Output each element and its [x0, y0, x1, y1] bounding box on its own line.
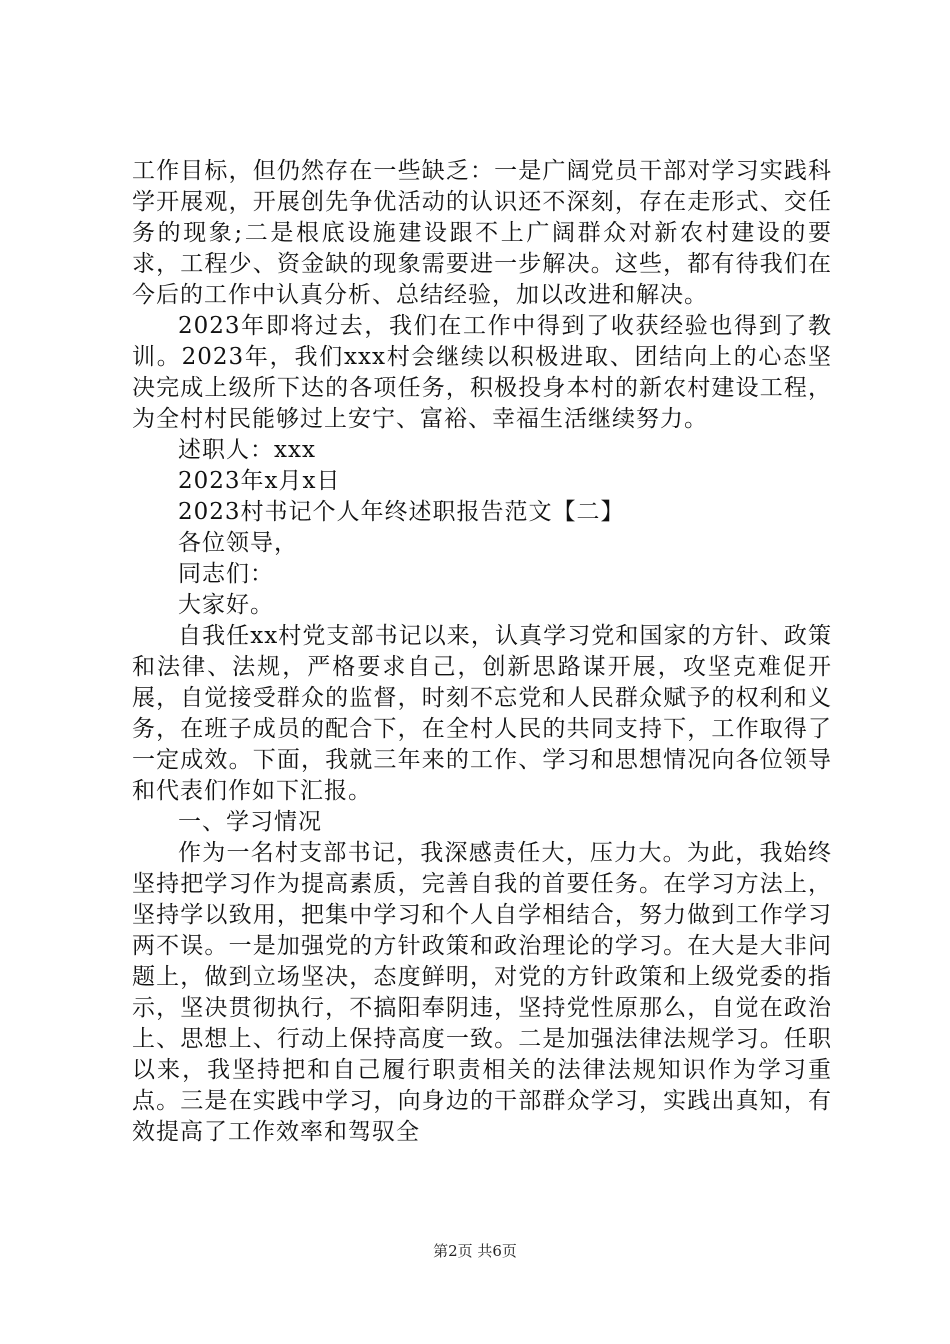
paragraph-continued-work-goals: 工作目标，但仍然存在一些缺乏：一是广阔党员干部对学习实践科学开展观，开展创先争优活动的认识还不深刻，存在走形式、交任务的现象;二是根底设施建设跟不上广阔群众对新农村建设的要求，工程少、资金缺的现象需要进一步解决。这些，都有待我们在今后的工作中认真分析、总结经验，加以改进和解决。	[132, 158, 832, 308]
paragraph-introduction: 自我任xx村党支部书记以来，认真学习党和国家的方针、政策和法律、法规，严格要求自己，创新思路谋开展，攻坚克难促开展，自觉接受群众的监督，时刻不忘党和人民群众赋予的权利和义务，在班子成员的配合下，在全村人民的共同支持下，工作取得了一定成效。下面，我就三年来的工作、学习和思想情况向各位领导和代表们作如下汇报。	[132, 623, 832, 804]
paragraph-study-details: 作为一名村支部书记，我深感责任大，压力大。为此，我始终坚持把学习作为提高素质，完善自我的首要任务。在学习方法上，坚持学以致用，把集中学习和个人自学相结合，努力做到工作学习两不误。一是加强党的方针政策和政治理论的学习。在大是大非问题上，做到立场坚决，态度鲜明，对党的方针政策和上级党委的指示，坚决贯彻执行，不搞阳奉阴违，坚持党性原那么，自觉在政治上、思想上、行动上保持高度一致。二是加强法律法规学习。任职以来，我坚持把和自己履行职责相关的法律法规知识作为学习重点。三是在实践中学习，向身边的干部群众学习，实践出真知，有效提高了工作效率和驾驭全	[132, 840, 832, 1145]
salutation-comrades: 同志们：	[178, 561, 274, 587]
paragraph-year-summary: 2023年即将过去，我们在工作中得到了收获经验也得到了教训。2023年，我们xxx村会继续以积极进取、团结向上的心态坚决完成上级所下达的各项任务，积极投身本村的新农村建设工程，为全村村民能够过上安宁、富裕、幸福生活继续努力。	[132, 313, 832, 432]
greeting: 大家好。	[178, 592, 274, 618]
section-heading-study: 一、学习情况	[178, 809, 322, 835]
salutation-leaders: 各位领导，	[178, 530, 298, 556]
report-title-two: 2023村书记个人年终述职报告范文【二】	[178, 499, 625, 525]
page-number-footer: 第2页 共6页	[433, 1242, 517, 1260]
reporter-signature: 述职人：xxx	[178, 437, 316, 463]
report-date: 2023年x月x日	[178, 468, 341, 494]
document-body	[132, 156, 832, 1148]
